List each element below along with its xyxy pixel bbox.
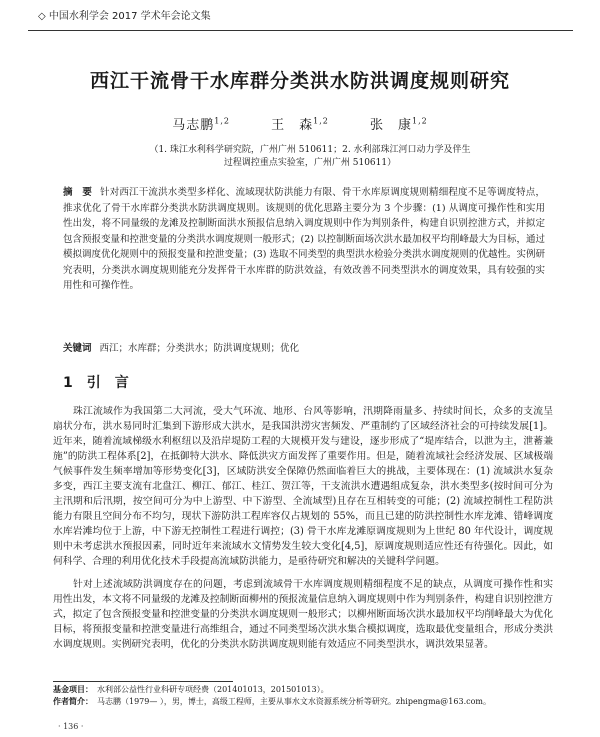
author-bio-label: 作者简介：: [53, 697, 93, 706]
author-list: [0, 114, 600, 133]
running-header: ◇ 中国水利学会 2017 学术年会论文集: [38, 11, 211, 22]
funding-label: 基金项目：: [53, 685, 93, 694]
abstract-text: 针对西江干流洪水类型多样化、流域现状防洪能力有限、骨干水库原调度规则精细程度不足等调度特点，推求优化了骨干水库群分类洪水防洪调度规则。该规则的优化思路主要分为 3 个步骤：(1) 从调度可操作性和实用性出发，将不同量级的龙滩及控制断面洪水预报信息纳入调度规则中作为判别条件，构建自识别控泄方式，并拟定包含预报变量和控泄变量的分类洪水调度规则一般形式；(2) 以控制断面场次洪水最加权平均削峰最大为目标，通过模拟调度优化规则中的预报变量和控泄变量；(3) 选取不同类型的典型洪水检验分类洪水调度规则的优越性。实例研究表明，分类洪水调度规则能充分发挥骨干水库群的防洪效益，有效改善不同类型洪水的调度效果，具有较强的实用性和可操作性。: [63, 187, 545, 291]
section-number: 1: [63, 375, 73, 391]
body-paragraph: 针对上述流域防洪调度存在的问题，考虑到流域骨干水库调度规则精细程度不足的缺点，从调度可操作性和实用性出发，本文将不同量级的龙滩及控制断面柳州的预报流量信息纳入调度规则中作为判别条件，构建自识别控泄方式，拟定了包含预报变量和控泄变量的分类洪水调度规则一般形式；以柳州断面场次洪水最加权平均削峰最大为优化目标，将预报变量和控泄变量进行高维组合，通过不同类型场次洪水集合模拟调度，选取最优变量组合，形成分类洪水调度规则。实例研究表明，优化的分类洪水防洪调度规则能有效适应不同类型洪水，调洪效果显著。: [53, 579, 553, 650]
paper-title: 西江干流骨干水库群分类洪水防洪调度规则研究: [89, 70, 510, 92]
keywords: [63, 342, 545, 356]
abstract: [63, 185, 545, 294]
author: [172, 118, 230, 133]
abstract-label: 摘 要: [63, 187, 93, 198]
page-number: · 136 ·: [58, 722, 84, 731]
author-name: 马志鹏: [172, 118, 215, 133]
author-affil-mark: 1,2: [412, 116, 428, 126]
keywords-text: 西江；水库群；分类洪水；防洪调度规则；优化: [99, 343, 300, 354]
author-bio-text: 马志鹏（1979— ），男，博士，高级工程师，主要从事水文水资源系统分析等研究。zhipengma@163.com。: [97, 697, 492, 706]
author: [370, 118, 428, 133]
body-paragraph: 珠江流域作为我国第二大河流，受大气环流、地形、台风等影响，汛期降雨量多、持续时间长，众多的支流呈扇状分布，洪水易同时汇集到下游形成大洪水，是我国洪涝灾害频发、严重制约了区域经济社会的可持续发展[1]。近年来，随着流域梯级水利枢纽以及沿岸堤防工程的大规模开发与建设，逐步形成了“堤库结合，以泄为主，泄蓄兼施”的防洪工程体系[2]，在抵御特大洪水、降低洪灾方面发挥了重要作用。但是，随着流域社会经济发展、区域极端气候事件发生频率增加等形势变化[3]，区域防洪安全保障仍然面临着巨大的挑战，主要体现在：(1) 流域洪水复杂多变，西江主要支流有北盘江、柳江、郁江、桂江、贺江等，干支流洪水遭遇组成复杂，洪水类型多(按时间可分为主汛期和后汛期，按空间可分为中上游型、中下游型、全流域型)且存在互相转变的可能；(2) 流域控制性工程防洪能力有限且空间分布不均匀，现状下游防洪工程库容仅占规划的 55%，而且已建的防洪控制性水库龙滩、错峰调度水库岩滩均位于上游，中下游无控制性工程进行调控；(3) 骨干水库龙滩原调度规则为上世纪 80 年代设计，调度规则中未考虑洪水预报因素，同时近年来流域水文情势发生较大变化[4,5]，原调度规则适应性还有待强化。因此，如何科学、合理的利用优化技术手段提高流域防洪能力，是亟待研究和解决的关键科学问题。: [53, 406, 553, 567]
header-divider: [28, 30, 573, 31]
affiliation: [110, 144, 510, 170]
author-bio-note: [53, 696, 563, 708]
affiliation-line: 过程调控重点实验室，广州广州 510611）: [223, 158, 397, 168]
section-heading: [63, 372, 363, 392]
keywords-label: 关键词: [63, 343, 92, 354]
author-affil-mark: 1,2: [313, 116, 329, 126]
funding-text: 水利部公益性行业科研专项经费（201401013，201501013）。: [97, 685, 329, 694]
footnote-divider: [53, 681, 233, 682]
footnotes: [53, 684, 563, 708]
section-title: 引 言: [86, 375, 129, 391]
funding-note: [53, 684, 563, 696]
author: [271, 118, 329, 133]
affiliation-line: （1. 珠江水利科学研究院，广州广州 510611；2. 水利部珠江河口动力学及伴生: [149, 145, 471, 155]
author-affil-mark: 1,2: [214, 116, 230, 126]
author-name: 张 康: [370, 118, 413, 133]
author-name: 王 森: [271, 118, 314, 133]
body-text: [53, 404, 553, 652]
